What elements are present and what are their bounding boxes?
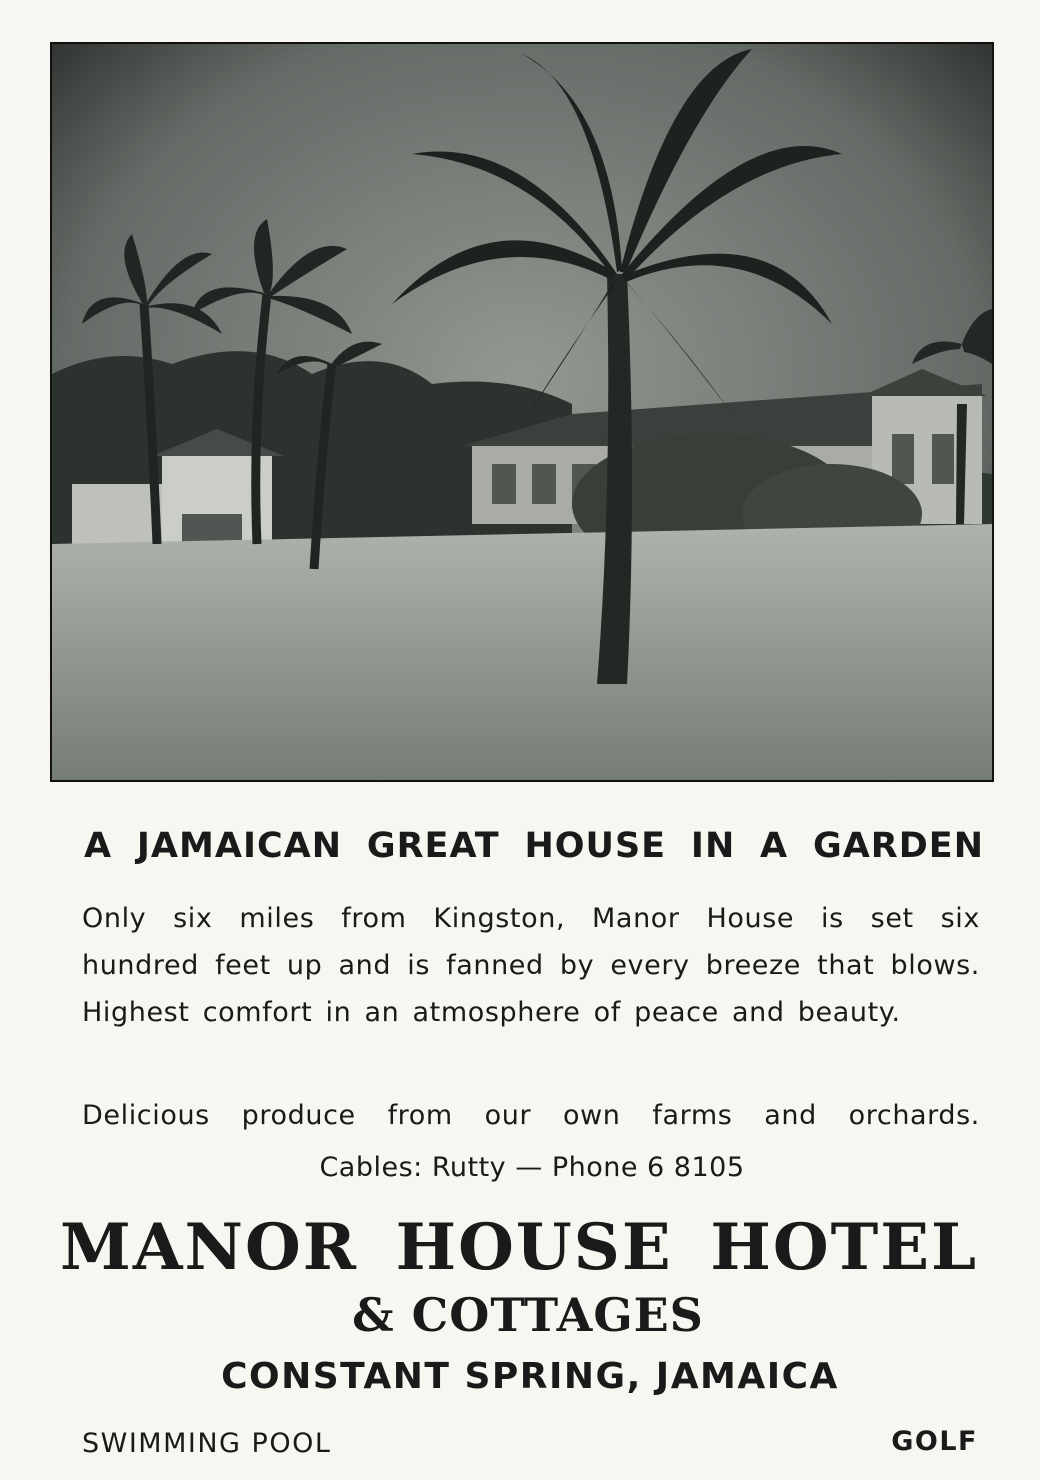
hotel-garden-photo (50, 42, 994, 782)
hotel-name: MANOR HOUSE HOTEL (60, 1210, 978, 1285)
amenity-swimming-pool: SWIMMING POOL (82, 1428, 332, 1459)
produce-line: Delicious produce from our own farms and orchards. (82, 1100, 980, 1131)
contact-line: Cables: Rutty — Phone 6 8105 (319, 1152, 745, 1183)
hotel-location: CONSTANT SPRING, JAMAICA (221, 1356, 839, 1397)
hotel-subtitle: & COTTAGES (352, 1288, 704, 1342)
headline: A JAMAICAN GREAT HOUSE IN A GARDEN (84, 826, 984, 866)
photo-illustration (52, 44, 992, 780)
amenity-golf: GOLF (891, 1426, 978, 1457)
description-paragraph: Only six miles from Kingston, Manor House is set six hundred feet up and is fanned by every breeze that blows. Highest comfort in an atmosphere of peace and beauty. (82, 903, 980, 1028)
